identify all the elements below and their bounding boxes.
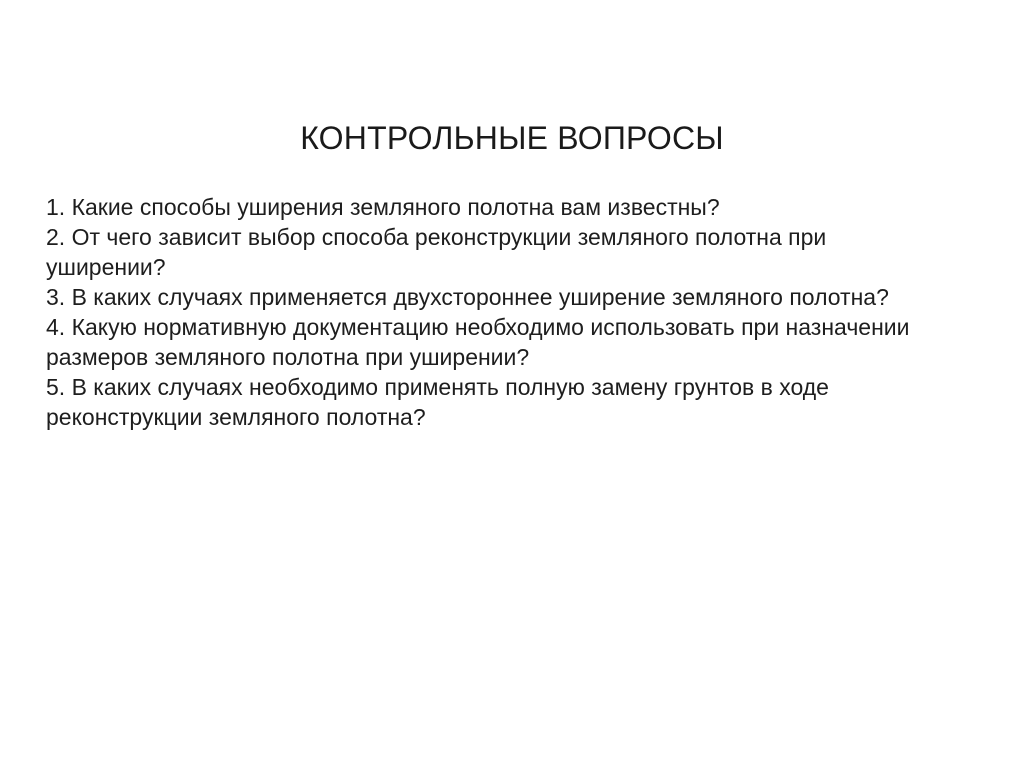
question-text: В каких случаях необходимо применять полную замену грунтов в ходе реконструкции земляного полотна? [46,374,829,430]
question-item [46,282,946,312]
question-number: 3. [46,284,66,310]
question-item [46,222,946,282]
question-item [46,372,946,432]
questions-list [46,192,946,432]
question-number: 1. [46,194,66,220]
question-number: 4. [46,314,66,340]
question-text: Какую нормативную документацию необходимо использовать при назначении размеров земляного полотна при уширении? [46,314,910,370]
slide-title: КОНТРОЛЬНЫЕ ВОПРОСЫ [300,120,724,156]
question-item [46,192,946,222]
question-item [46,312,946,372]
question-text: Какие способы уширения земляного полотна вам известны? [71,194,720,220]
question-number: 2. [46,224,66,250]
question-text: В каких случаях применяется двухстороннее уширение земляного полотна? [71,284,889,310]
question-number: 5. [46,374,66,400]
question-text: От чего зависит выбор способа реконструкции земляного полотна при уширении? [46,224,827,280]
